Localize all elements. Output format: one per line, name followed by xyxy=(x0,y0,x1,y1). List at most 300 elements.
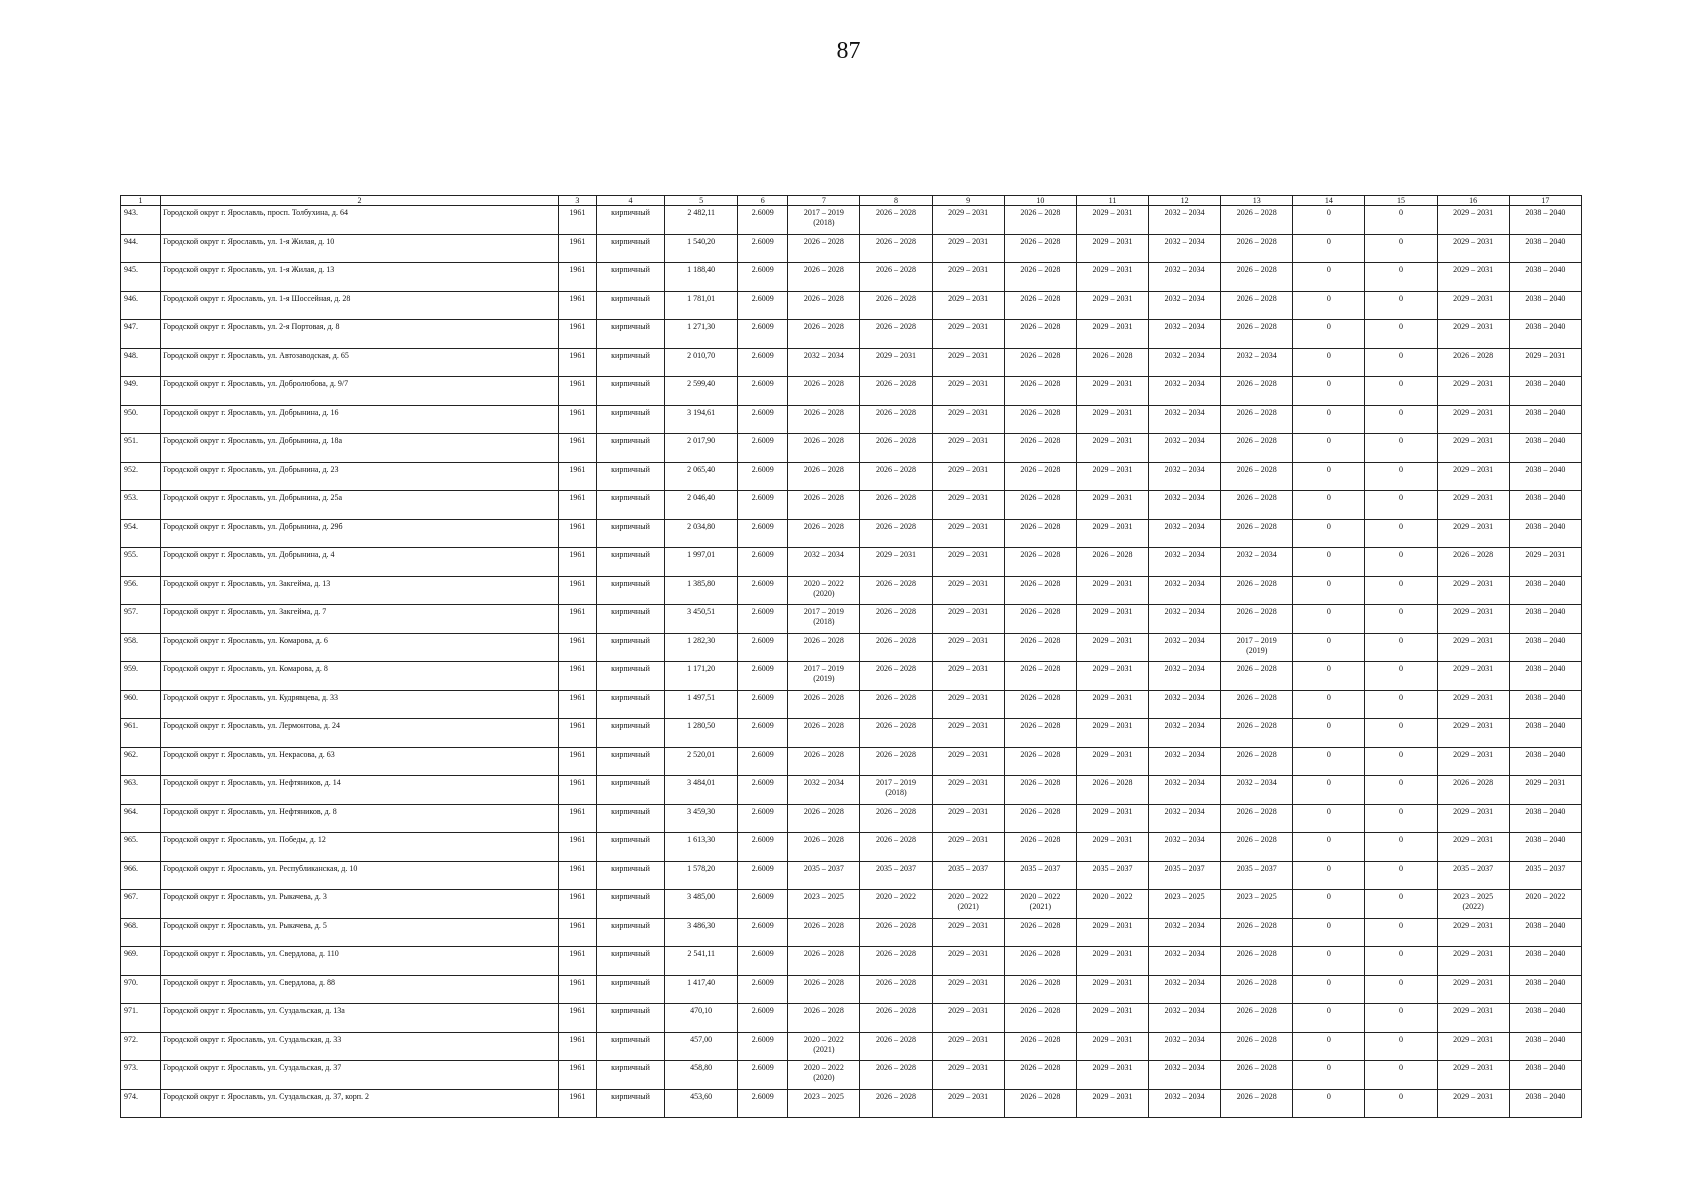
table-cell: 2029 – 2031 xyxy=(1076,804,1148,833)
table-cell: 2026 – 2028 xyxy=(860,234,932,263)
table-cell: 2029 – 2031 xyxy=(932,918,1004,947)
table-cell: 0 xyxy=(1293,1032,1365,1061)
table-cell: 2026 – 2028 xyxy=(1004,434,1076,463)
table-cell: 0 xyxy=(1293,548,1365,577)
table-cell: кирпичный xyxy=(596,291,664,320)
table-cell: 0 xyxy=(1293,263,1365,292)
address-cell: Городской округ г. Ярославль, ул. Суздальская, д. 37 xyxy=(161,1061,559,1090)
table-cell: 2029 – 2031 xyxy=(1437,1089,1509,1118)
table-row xyxy=(121,776,1582,805)
column-header: 5 xyxy=(665,196,738,206)
table-row xyxy=(121,1089,1582,1118)
table-cell: 2029 – 2031 xyxy=(932,633,1004,662)
table-cell: 2029 – 2031 xyxy=(1509,776,1581,805)
table-cell: 2026 – 2028 xyxy=(788,719,860,748)
table-cell: 2026 – 2028 xyxy=(1221,462,1293,491)
table-cell: 1961 xyxy=(558,206,596,235)
table-cell: 2029 – 2031 xyxy=(1437,633,1509,662)
table-cell: 2026 – 2028 xyxy=(1004,605,1076,634)
table-cell: 0 xyxy=(1293,1089,1365,1118)
table-cell: 2023 – 2025 (2022) xyxy=(1437,890,1509,919)
table-row xyxy=(121,348,1582,377)
table-cell: 2032 – 2034 xyxy=(1149,1032,1221,1061)
table-cell: 2029 – 2031 xyxy=(1076,434,1148,463)
table-cell: 2029 – 2031 xyxy=(1076,605,1148,634)
table-cell: 2026 – 2028 xyxy=(1221,833,1293,862)
address-cell: Городской округ г. Ярославль, ул. Нефтяников, д. 14 xyxy=(161,776,559,805)
table-cell: 2 541,11 xyxy=(665,947,738,976)
table-cell: кирпичный xyxy=(596,377,664,406)
table-cell: 2.6009 xyxy=(738,576,788,605)
table-cell: 2.6009 xyxy=(738,405,788,434)
table-row xyxy=(121,633,1582,662)
housing-repair-table xyxy=(120,195,1582,1118)
table-cell: 2029 – 2031 xyxy=(1437,576,1509,605)
row-number-cell: 946. xyxy=(121,291,161,320)
table-cell: 2029 – 2031 xyxy=(1437,377,1509,406)
table-cell: 2026 – 2028 xyxy=(1004,519,1076,548)
table-cell: 1 282,30 xyxy=(665,633,738,662)
table-cell: 2038 – 2040 xyxy=(1509,263,1581,292)
address-cell: Городской округ г. Ярославль, ул. Добрынина, д. 16 xyxy=(161,405,559,434)
table-cell: 2026 – 2028 xyxy=(788,633,860,662)
row-number-cell: 949. xyxy=(121,377,161,406)
table-cell: 2038 – 2040 xyxy=(1509,519,1581,548)
table-cell: 2026 – 2028 xyxy=(860,719,932,748)
table-cell: 2038 – 2040 xyxy=(1509,320,1581,349)
table-row xyxy=(121,434,1582,463)
column-header: 3 xyxy=(558,196,596,206)
table-cell: 2032 – 2034 xyxy=(1221,548,1293,577)
table-cell: 2026 – 2028 xyxy=(1004,690,1076,719)
table-cell: 2026 – 2028 xyxy=(788,947,860,976)
address-cell: Городской округ г. Ярославль, ул. Добрынина, д. 18а xyxy=(161,434,559,463)
table-cell: 2032 – 2034 xyxy=(788,776,860,805)
table-cell: 1961 xyxy=(558,605,596,634)
table-cell: 2.6009 xyxy=(738,491,788,520)
table-cell: 0 xyxy=(1293,377,1365,406)
table-cell: 2029 – 2031 xyxy=(1437,662,1509,691)
table-cell: 2038 – 2040 xyxy=(1509,690,1581,719)
table-cell: 2023 – 2025 xyxy=(788,1089,860,1118)
table-cell: 2.6009 xyxy=(738,1061,788,1090)
table-cell: 2026 – 2028 xyxy=(860,263,932,292)
table-cell: 2026 – 2028 xyxy=(1221,1004,1293,1033)
row-number-cell: 962. xyxy=(121,747,161,776)
table-cell: 2026 – 2028 xyxy=(860,662,932,691)
table-cell: 1 188,40 xyxy=(665,263,738,292)
table-cell: 2032 – 2034 xyxy=(1149,804,1221,833)
table-row xyxy=(121,206,1582,235)
table-cell: 1 613,30 xyxy=(665,833,738,862)
table-row xyxy=(121,890,1582,919)
table-cell: 1961 xyxy=(558,633,596,662)
table-cell: 2.6009 xyxy=(738,833,788,862)
table-row xyxy=(121,605,1582,634)
table-cell: 2029 – 2031 xyxy=(1437,491,1509,520)
table-cell: 2029 – 2031 xyxy=(932,605,1004,634)
table-row xyxy=(121,1032,1582,1061)
table-cell: 1 781,01 xyxy=(665,291,738,320)
address-cell: Городской округ г. Ярославль, ул. Свердлова, д. 110 xyxy=(161,947,559,976)
table-cell: 2026 – 2028 xyxy=(860,377,932,406)
table-cell: 2020 – 2022 (2020) xyxy=(788,576,860,605)
table-cell: кирпичный xyxy=(596,719,664,748)
table-cell: 2029 – 2031 xyxy=(1076,833,1148,862)
table-cell: 2029 – 2031 xyxy=(1437,462,1509,491)
table-cell: 1 497,51 xyxy=(665,690,738,719)
table-cell: 2026 – 2028 xyxy=(1004,747,1076,776)
table-cell: 2020 – 2022 xyxy=(1509,890,1581,919)
table-cell: 2032 – 2034 xyxy=(1149,377,1221,406)
table-cell: 2026 – 2028 xyxy=(860,605,932,634)
table-cell: 0 xyxy=(1293,576,1365,605)
table-cell: 2026 – 2028 xyxy=(788,320,860,349)
table-cell: 2026 – 2028 xyxy=(788,263,860,292)
table-cell: кирпичный xyxy=(596,206,664,235)
table-cell: 0 xyxy=(1293,833,1365,862)
table-cell: 2026 – 2028 xyxy=(860,947,932,976)
table-cell: 2029 – 2031 xyxy=(932,1004,1004,1033)
table-cell: 2020 – 2022 (2021) xyxy=(932,890,1004,919)
table-cell: 2035 – 2037 xyxy=(932,861,1004,890)
column-header: 7 xyxy=(788,196,860,206)
table-row xyxy=(121,519,1582,548)
row-number-cell: 964. xyxy=(121,804,161,833)
table-cell: 1961 xyxy=(558,776,596,805)
table-row xyxy=(121,291,1582,320)
table-cell: 2026 – 2028 xyxy=(788,975,860,1004)
table-cell: 1961 xyxy=(558,1089,596,1118)
table-cell: 1961 xyxy=(558,1004,596,1033)
table-cell: 2026 – 2028 xyxy=(1004,263,1076,292)
table-cell: 0 xyxy=(1293,804,1365,833)
table-cell: 2023 – 2025 xyxy=(788,890,860,919)
table-cell: 0 xyxy=(1365,405,1437,434)
table-cell: 0 xyxy=(1293,690,1365,719)
table-cell: кирпичный xyxy=(596,519,664,548)
table-cell: 2032 – 2034 xyxy=(1149,263,1221,292)
address-cell: Городской округ г. Ярославль, ул. 2-я Портовая, д. 8 xyxy=(161,320,559,349)
column-header: 6 xyxy=(738,196,788,206)
address-cell: Городской округ г. Ярославль, ул. Лермонтова, д. 24 xyxy=(161,719,559,748)
table-cell: 2032 – 2034 xyxy=(1149,1089,1221,1118)
table-cell: кирпичный xyxy=(596,804,664,833)
table-row xyxy=(121,947,1582,976)
table-cell: 2032 – 2034 xyxy=(1149,434,1221,463)
address-cell: Городской округ г. Ярославль, ул. Рыкачева, д. 3 xyxy=(161,890,559,919)
table-cell: 2029 – 2031 xyxy=(932,405,1004,434)
table-cell: 0 xyxy=(1365,263,1437,292)
table-cell: 2029 – 2031 xyxy=(1076,747,1148,776)
address-cell: Городской округ г. Ярославль, ул. Свердлова, д. 88 xyxy=(161,975,559,1004)
table-cell: 2032 – 2034 xyxy=(1149,234,1221,263)
table-cell: 2026 – 2028 xyxy=(1437,548,1509,577)
table-cell: 2029 – 2031 xyxy=(1437,719,1509,748)
table-cell: 2029 – 2031 xyxy=(932,576,1004,605)
table-cell: 2038 – 2040 xyxy=(1509,291,1581,320)
table-cell: 1 171,20 xyxy=(665,662,738,691)
row-number-cell: 967. xyxy=(121,890,161,919)
address-cell: Городской округ г. Ярославль, ул. Суздальская, д. 37, корп. 2 xyxy=(161,1089,559,1118)
table-cell: 0 xyxy=(1365,291,1437,320)
table-cell: 2038 – 2040 xyxy=(1509,576,1581,605)
table-cell: 0 xyxy=(1365,576,1437,605)
table-cell: 2020 – 2022 (2020) xyxy=(788,1061,860,1090)
row-number-cell: 947. xyxy=(121,320,161,349)
table-row xyxy=(121,234,1582,263)
table-cell: 2032 – 2034 xyxy=(1149,519,1221,548)
address-cell: Городской округ г. Ярославль, ул. Победы, д. 12 xyxy=(161,833,559,862)
table-cell: 0 xyxy=(1365,1032,1437,1061)
table-cell: 2029 – 2031 xyxy=(1076,719,1148,748)
table-cell: 2026 – 2028 xyxy=(860,491,932,520)
table-cell: 3 486,30 xyxy=(665,918,738,947)
table-cell: 2029 – 2031 xyxy=(932,690,1004,719)
table-cell: 2029 – 2031 xyxy=(1437,234,1509,263)
table-cell: 2.6009 xyxy=(738,662,788,691)
table-cell: 2032 – 2034 xyxy=(1149,975,1221,1004)
table-cell: 2026 – 2028 xyxy=(1221,576,1293,605)
table-cell: 2.6009 xyxy=(738,890,788,919)
table-cell: 2029 – 2031 xyxy=(932,206,1004,235)
row-number-cell: 943. xyxy=(121,206,161,235)
row-number-cell: 954. xyxy=(121,519,161,548)
table-cell: 2029 – 2031 xyxy=(1437,747,1509,776)
table-cell: 1961 xyxy=(558,947,596,976)
table-row xyxy=(121,833,1582,862)
table-cell: 2026 – 2028 xyxy=(1221,804,1293,833)
table-cell: 2029 – 2031 xyxy=(1076,918,1148,947)
table-cell: 2038 – 2040 xyxy=(1509,833,1581,862)
table-cell: 2.6009 xyxy=(738,291,788,320)
table-cell: 2029 – 2031 xyxy=(1076,662,1148,691)
table-cell: 2029 – 2031 xyxy=(932,776,1004,805)
table-cell: 2029 – 2031 xyxy=(932,719,1004,748)
table-cell: 2026 – 2028 xyxy=(1221,662,1293,691)
table-cell: 2017 – 2019 (2018) xyxy=(788,605,860,634)
table-cell: 2029 – 2031 xyxy=(1509,548,1581,577)
table-cell: 2029 – 2031 xyxy=(1437,291,1509,320)
table-cell: 2029 – 2031 xyxy=(1076,1032,1148,1061)
address-cell: Городской округ г. Ярославль, ул. Суздальская, д. 13а xyxy=(161,1004,559,1033)
table-cell: кирпичный xyxy=(596,348,664,377)
table-cell: 2029 – 2031 xyxy=(1437,947,1509,976)
table-cell: 2029 – 2031 xyxy=(932,434,1004,463)
table-cell: 1 417,40 xyxy=(665,975,738,1004)
table-cell: 1961 xyxy=(558,320,596,349)
table-cell: 2.6009 xyxy=(738,747,788,776)
table-row xyxy=(121,491,1582,520)
table-cell: 2038 – 2040 xyxy=(1509,1032,1581,1061)
table-cell: 2029 – 2031 xyxy=(1076,1004,1148,1033)
address-cell: Городской округ г. Ярославль, ул. Рыкачева, д. 5 xyxy=(161,918,559,947)
table-row xyxy=(121,377,1582,406)
table-cell: 2032 – 2034 xyxy=(1149,206,1221,235)
table-cell: 3 194,61 xyxy=(665,405,738,434)
table-cell: 2029 – 2031 xyxy=(932,320,1004,349)
table-cell: кирпичный xyxy=(596,548,664,577)
table-cell: 2032 – 2034 xyxy=(1149,405,1221,434)
row-number-cell: 960. xyxy=(121,690,161,719)
row-number-cell: 955. xyxy=(121,548,161,577)
table-cell: 2026 – 2028 xyxy=(1004,291,1076,320)
table-cell: 2029 – 2031 xyxy=(1076,462,1148,491)
table-cell: кирпичный xyxy=(596,405,664,434)
table-cell: кирпичный xyxy=(596,947,664,976)
table-cell: 1961 xyxy=(558,890,596,919)
table-cell: 2026 – 2028 xyxy=(1076,348,1148,377)
table-cell: 2.6009 xyxy=(738,605,788,634)
table-cell: 2029 – 2031 xyxy=(932,348,1004,377)
table-cell: 2035 – 2037 xyxy=(860,861,932,890)
address-cell: Городской округ г. Ярославль, ул. Добрынина, д. 25а xyxy=(161,491,559,520)
table-cell: 0 xyxy=(1365,206,1437,235)
table-cell: 2029 – 2031 xyxy=(1076,405,1148,434)
table-cell: 2026 – 2028 xyxy=(860,291,932,320)
table-cell: 2029 – 2031 xyxy=(1076,491,1148,520)
address-cell: Городской округ г. Ярославль, ул. Комарова, д. 6 xyxy=(161,633,559,662)
table-cell: 2026 – 2028 xyxy=(788,491,860,520)
table-cell: 2026 – 2028 xyxy=(1004,1004,1076,1033)
table-cell: 2026 – 2028 xyxy=(1221,291,1293,320)
address-cell: Городской округ г. Ярославль, ул. Автозаводская, д. 65 xyxy=(161,348,559,377)
table-cell: 2026 – 2028 xyxy=(860,975,932,1004)
table-cell: 2026 – 2028 xyxy=(1004,804,1076,833)
table-cell: 2038 – 2040 xyxy=(1509,405,1581,434)
table-cell: 0 xyxy=(1365,377,1437,406)
table-row xyxy=(121,719,1582,748)
table-cell: 2026 – 2028 xyxy=(860,1089,932,1118)
table-row xyxy=(121,576,1582,605)
table-cell: кирпичный xyxy=(596,234,664,263)
table-cell: 2026 – 2028 xyxy=(860,434,932,463)
table-cell: 2026 – 2028 xyxy=(860,1032,932,1061)
table-cell: 2.6009 xyxy=(738,719,788,748)
table-cell: 2.6009 xyxy=(738,434,788,463)
column-header: 10 xyxy=(1004,196,1076,206)
table-cell: 1961 xyxy=(558,462,596,491)
address-cell: Городской округ г. Ярославль, ул. Закгейма, д. 7 xyxy=(161,605,559,634)
table-cell: 2.6009 xyxy=(738,263,788,292)
table-cell: 2026 – 2028 xyxy=(860,519,932,548)
table-cell: 2026 – 2028 xyxy=(1004,348,1076,377)
table-cell: 2029 – 2031 xyxy=(1437,833,1509,862)
table-cell: 2026 – 2028 xyxy=(1437,348,1509,377)
table-cell: 2038 – 2040 xyxy=(1509,633,1581,662)
table-cell: 2026 – 2028 xyxy=(788,462,860,491)
table-cell: 2035 – 2037 xyxy=(1509,861,1581,890)
row-number-cell: 974. xyxy=(121,1089,161,1118)
table-cell: 0 xyxy=(1293,776,1365,805)
table-cell: 0 xyxy=(1293,747,1365,776)
table-cell: 2029 – 2031 xyxy=(1076,576,1148,605)
table-cell: 0 xyxy=(1293,1061,1365,1090)
row-number-cell: 969. xyxy=(121,947,161,976)
table-cell: 0 xyxy=(1293,719,1365,748)
table-cell: 2.6009 xyxy=(738,377,788,406)
table-cell: 2029 – 2031 xyxy=(1076,377,1148,406)
table-cell: 2029 – 2031 xyxy=(932,263,1004,292)
table-cell: 1961 xyxy=(558,291,596,320)
table-row xyxy=(121,548,1582,577)
table-cell: 2029 – 2031 xyxy=(1437,1032,1509,1061)
table-cell: кирпичный xyxy=(596,918,664,947)
table-cell: 0 xyxy=(1365,719,1437,748)
table-cell: 2026 – 2028 xyxy=(860,320,932,349)
table-cell: 2020 – 2022 (2021) xyxy=(788,1032,860,1061)
table-cell: 2026 – 2028 xyxy=(1221,206,1293,235)
table-cell: 2038 – 2040 xyxy=(1509,1004,1581,1033)
table-row xyxy=(121,1004,1582,1033)
table-cell: 2038 – 2040 xyxy=(1509,491,1581,520)
table-cell: 1961 xyxy=(558,234,596,263)
table-cell: 2032 – 2034 xyxy=(1149,320,1221,349)
table-cell: 0 xyxy=(1293,633,1365,662)
row-number-cell: 948. xyxy=(121,348,161,377)
table-cell: 2029 – 2031 xyxy=(1437,605,1509,634)
table-cell: 2029 – 2031 xyxy=(1076,234,1148,263)
table-row xyxy=(121,662,1582,691)
row-number-cell: 961. xyxy=(121,719,161,748)
table-cell: 2020 – 2022 xyxy=(1076,890,1148,919)
table-cell: 0 xyxy=(1365,234,1437,263)
table-cell: 1961 xyxy=(558,576,596,605)
table-cell: 2.6009 xyxy=(738,861,788,890)
table-cell: 0 xyxy=(1293,348,1365,377)
table-cell: 2029 – 2031 xyxy=(1509,348,1581,377)
table-cell: 0 xyxy=(1365,975,1437,1004)
table-cell: 2026 – 2028 xyxy=(1004,491,1076,520)
table-cell: 2032 – 2034 xyxy=(1149,548,1221,577)
table-cell: 0 xyxy=(1365,434,1437,463)
table-cell: 2029 – 2031 xyxy=(932,1061,1004,1090)
table-cell: 2026 – 2028 xyxy=(860,747,932,776)
table-cell: 2026 – 2028 xyxy=(1221,1089,1293,1118)
table-cell: 2026 – 2028 xyxy=(1004,662,1076,691)
table-cell: 2032 – 2034 xyxy=(1149,348,1221,377)
table-cell: 1 271,30 xyxy=(665,320,738,349)
table-cell: 2026 – 2028 xyxy=(1437,776,1509,805)
row-number-cell: 971. xyxy=(121,1004,161,1033)
table-cell: 0 xyxy=(1365,1061,1437,1090)
table-cell: 1961 xyxy=(558,833,596,862)
table-cell: 2032 – 2034 xyxy=(1149,633,1221,662)
table-cell: 2.6009 xyxy=(738,519,788,548)
table-cell: 3 450,51 xyxy=(665,605,738,634)
table-cell: 2032 – 2034 xyxy=(1149,747,1221,776)
table-cell: 2.6009 xyxy=(738,206,788,235)
table-cell: 2029 – 2031 xyxy=(1437,1061,1509,1090)
table-cell: 3 485,00 xyxy=(665,890,738,919)
table-cell: 1961 xyxy=(558,662,596,691)
table-cell: 2.6009 xyxy=(738,633,788,662)
table-cell: 0 xyxy=(1365,662,1437,691)
table-cell: 2026 – 2028 xyxy=(1221,320,1293,349)
table-cell: 2029 – 2031 xyxy=(932,947,1004,976)
table-cell: 2032 – 2034 xyxy=(1149,833,1221,862)
table-cell: 2 520,01 xyxy=(665,747,738,776)
table-cell: 2029 – 2031 xyxy=(1437,434,1509,463)
table-cell: 0 xyxy=(1293,291,1365,320)
table-cell: 2026 – 2028 xyxy=(1221,405,1293,434)
table-cell: 0 xyxy=(1293,947,1365,976)
table-cell: 0 xyxy=(1365,861,1437,890)
table-cell: кирпичный xyxy=(596,890,664,919)
table-cell: 2026 – 2028 xyxy=(1076,548,1148,577)
table-cell: 2029 – 2031 xyxy=(1076,1061,1148,1090)
table-cell: кирпичный xyxy=(596,320,664,349)
